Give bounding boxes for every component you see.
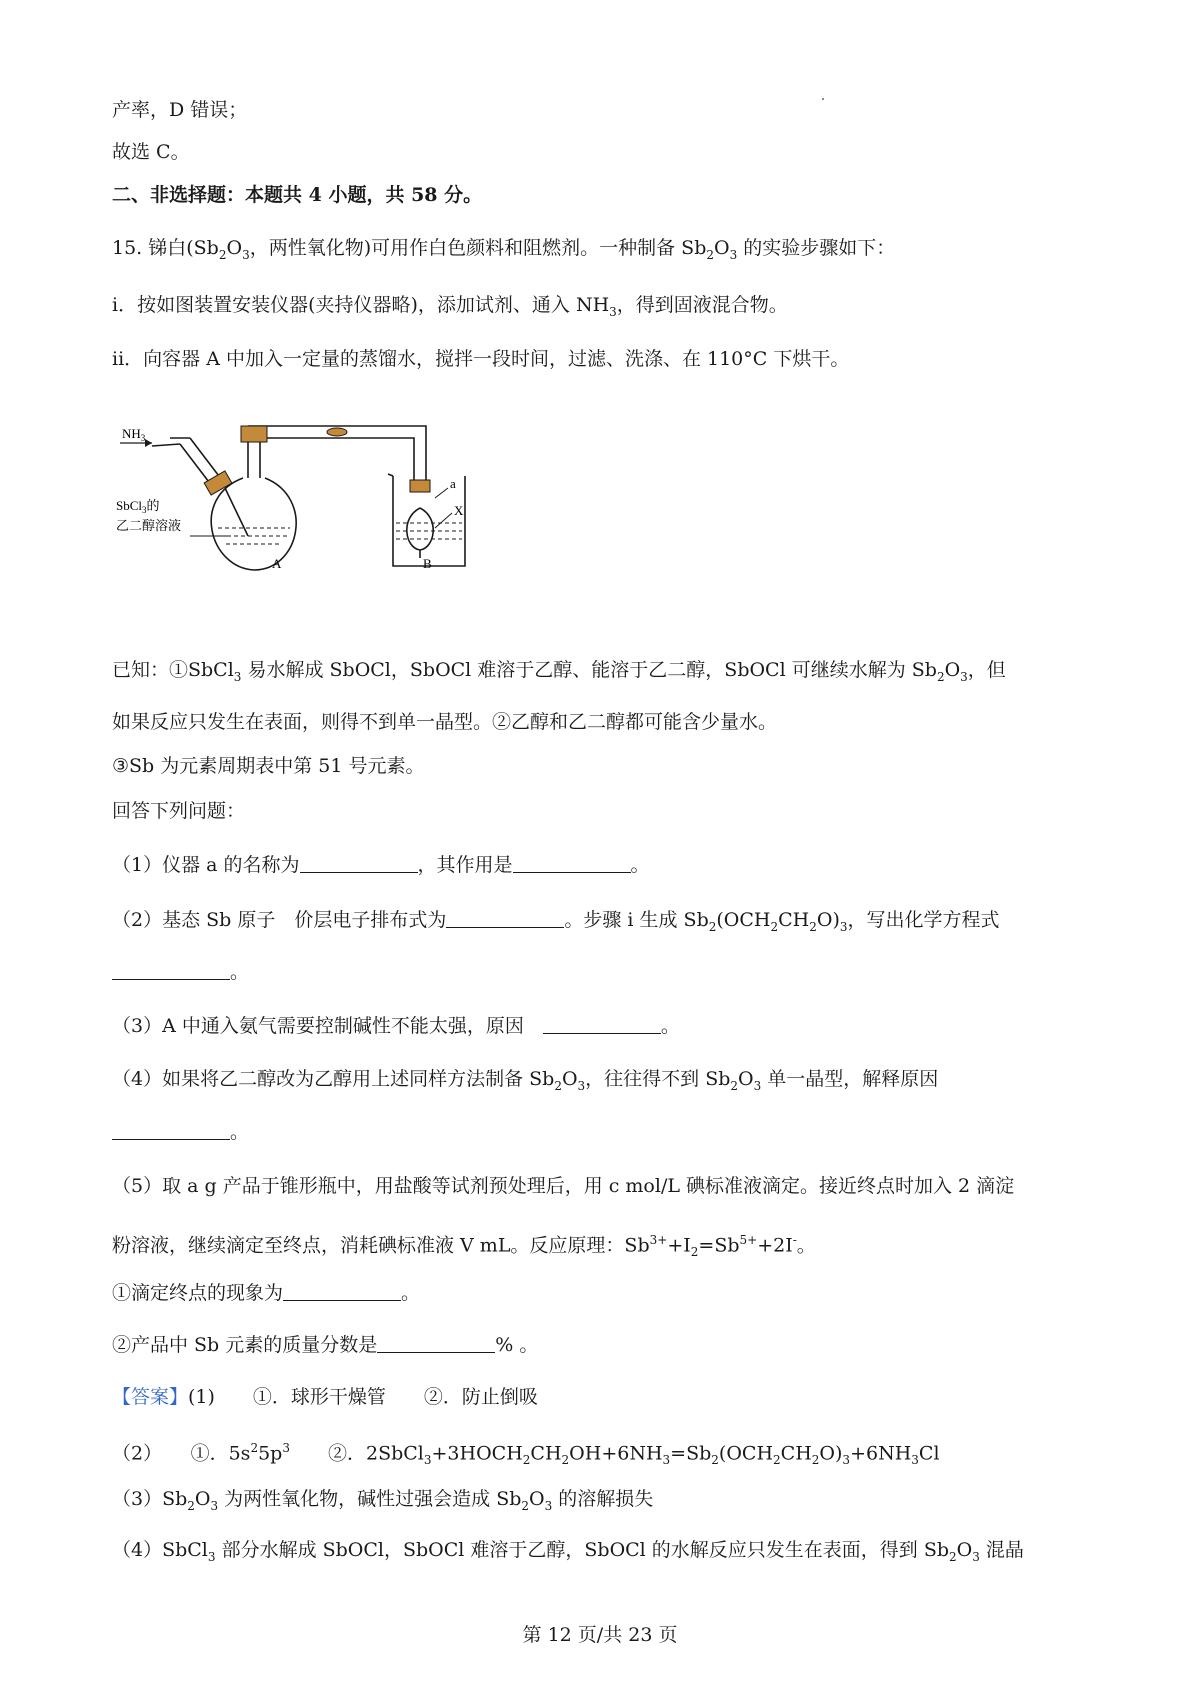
prompt: 回答下列问题： — [112, 800, 246, 822]
part-5-cont: 粉溶液，继续滴定至终点，消耗碘标准液 V mL。反应原理：$Sb^{3+}+I_2=Sb^{5+}+2I^-$。 — [112, 1233, 816, 1260]
part-1: （1）仪器 a 的名称为 ，其作用是 。 — [112, 854, 650, 876]
part-5-1: ①滴定终点的现象为 。 — [112, 1282, 421, 1304]
part-2: （2）基态 Sb 原子 价层电子排布式为 。步骤 i 生成 $Sb_2(OCH_2CH_2O)_3$，写出化学方程式 — [112, 909, 1000, 934]
answer-blank[interactable] — [543, 1015, 661, 1034]
text-line: 故选 C。 — [112, 141, 190, 163]
part-3: （3）A 中通入氨气需要控制碱性不能太强，原因 。 — [112, 1015, 680, 1037]
label-x: X — [454, 503, 464, 518]
label-b-beaker: B — [423, 556, 432, 571]
answer-blank[interactable] — [446, 909, 564, 928]
q15-step-1: i．按如图装置安装仪器(夹持仪器略)，添加试剂、通入 $NH_3$，得到固液混合物。 — [112, 294, 788, 319]
part-2-cont: 。 — [112, 958, 1110, 986]
answer-blank[interactable] — [513, 854, 631, 873]
q15-step-2: ii．向容器 A 中加入一定量的蒸馏水，搅拌一段时间，过滤、洗涤、在 110°C 下烘干。 — [112, 348, 850, 370]
answer-blank[interactable] — [377, 1334, 495, 1353]
answer-blank[interactable] — [112, 961, 230, 980]
nh3-label: $NH_3$ — [122, 426, 146, 443]
part-5: （5）取 a g 产品于锥形瓶中，用盐酸等试剂预处理后，用 c mol/L 碘标准液滴定。接近终点时加入 2 滴淀 — [112, 1175, 1015, 1197]
answer-3: $(3)Sb_2O_3$ 为两性氧化物，碱性过强会造成 $Sb_2O_3$ 的溶解损失 — [112, 1488, 654, 1513]
reagent-label-1: SbCl$_3$的 — [116, 498, 160, 515]
known-2: 如果反应只发生在表面，则得不到单一晶型。②乙醇和乙二醇都可能含少量水。 — [112, 711, 778, 733]
answer-2: （2） ①．$5s^25p^3$ ②．$2SbCl_3+3HOCH_2CH_2OH+6NH_3=Sb_2(OCH_2CH_2O)_3+6NH_3Cl$ — [112, 1441, 940, 1468]
known-1: 已知：①SbCl$_3$ 易水解成 SbOCl，SbOCl 难溶于乙醇、能溶于乙二醇，SbOCl 可继续水解为 $Sb_2O_3$，但 — [112, 659, 1006, 684]
q15-intro: 15. 锑白($Sb_2O_3$，两性氧化物)可用作白色颜料和阻燃剂。一种制备 $Sb_2O_3$ 的实验步骤如下： — [112, 237, 896, 262]
part-4: （4）如果将乙二醇改为乙醇用上述同样方法制备 $Sb_2O_3$，往往得不到 $Sb_2O_3$ 单一晶型，解释原因 — [112, 1068, 939, 1093]
answer-1: 【答案】(1) ①．球形干燥管 ②．防止倒吸 — [112, 1386, 538, 1408]
part-4-cont: 。 — [112, 1118, 1110, 1146]
section-heading: 二、非选择题：本题共 4 小题，共 58 分。 — [112, 184, 483, 206]
part-5-2: ②产品中 Sb 元素的质量分数是 % 。 — [112, 1334, 539, 1356]
answer-blank[interactable] — [300, 854, 418, 873]
answer-tag: 【答案】 — [112, 1386, 189, 1408]
known-3: ③Sb 为元素周期表中第 51 号元素。 — [112, 755, 425, 777]
label-a-tube: a — [450, 476, 456, 491]
apparatus-diagram — [116, 418, 550, 628]
answer-4: （4）SbCl$_3$ 部分水解成 SbOCl，SbOCl 难溶于乙醇，SbOCl 的水解反应只发生在表面，得到 $Sb_2O_3$ 混晶 — [112, 1539, 1024, 1564]
reagent-label-2: 乙二醇溶液 — [116, 518, 182, 533]
text-line: 产率，D 错误； — [112, 99, 248, 121]
answer-blank[interactable] — [283, 1282, 401, 1301]
answer-blank[interactable] — [112, 1121, 230, 1140]
page-footer: 第 12 页/共 23 页 — [522, 1624, 678, 1646]
label-a-flask: A — [272, 556, 282, 571]
